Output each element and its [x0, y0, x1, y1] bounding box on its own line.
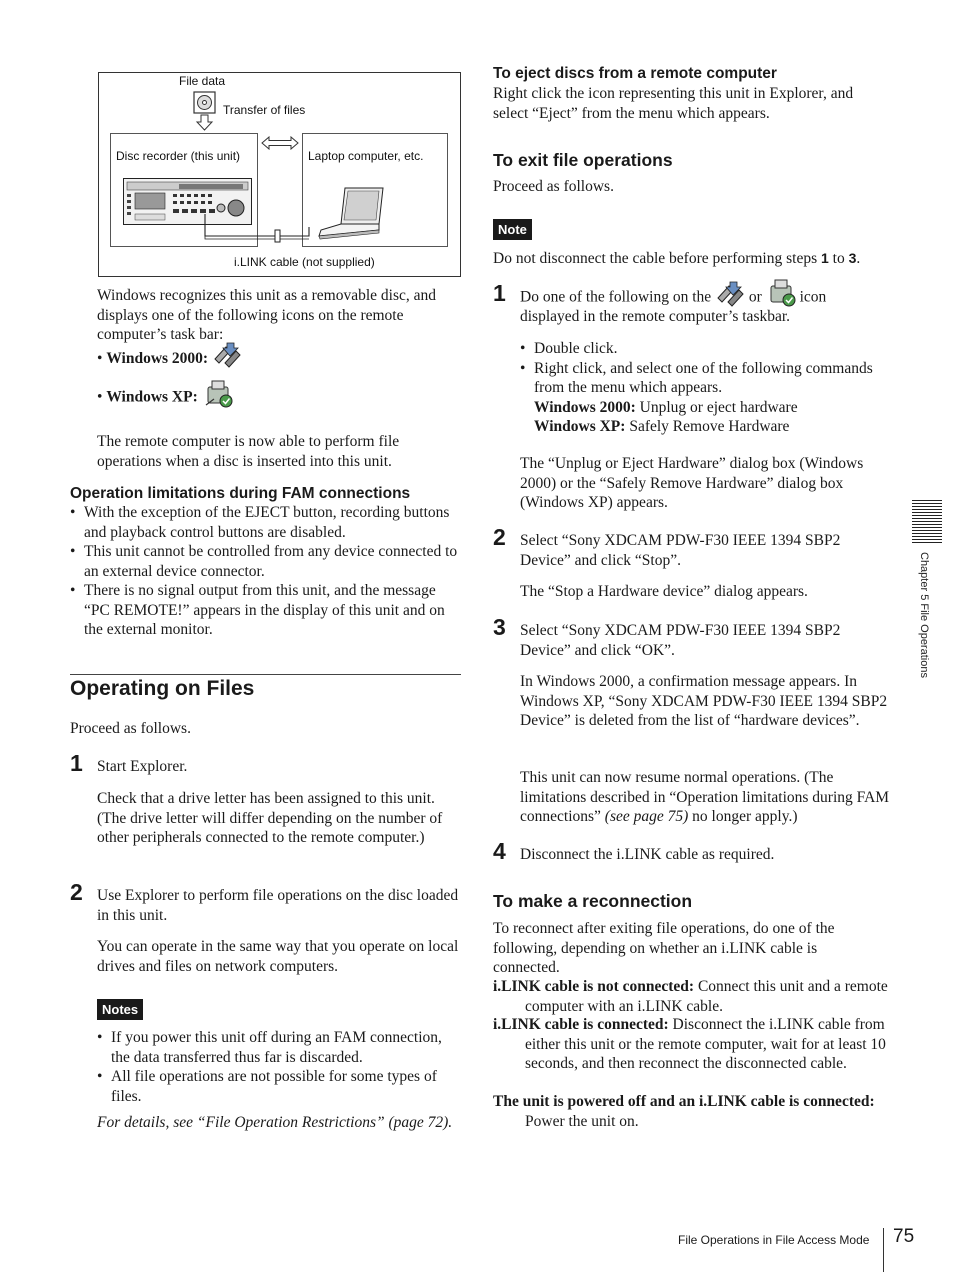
exit-step-2-text: Select “Sony XDCAM PDW-F30 IEEE 1394 SBP2 Device” and click “Stop”.	[520, 532, 841, 569]
list-item: • Right click, and select one of the following commands from the menu which appears. Windows 2000: Unplug or eject hardware Windows XP: Safely Remove Hardware	[520, 359, 890, 437]
reconnect-heading: To make a reconnection	[493, 891, 693, 911]
reconnect-case-2: i.LINK cable is connected: Disconnect the i.LINK cable from either this unit or the remote computer, wait for at least 10 seconds, and then reconnect the disconnected cable.	[493, 1016, 886, 1072]
exit-step-1-result: The “Unplug or Eject Hardware” dialog box (Windows 2000) or the “Safely Remove Hardware” dialog box (Windows XP) appears.	[520, 455, 864, 511]
laptop-label: Laptop computer, etc.	[308, 149, 424, 163]
exit-heading: To exit file operations	[493, 150, 673, 170]
list-item: • This unit cannot be controlled from any device connected to an external device connector.	[70, 542, 462, 581]
laptop-icon	[317, 186, 387, 242]
safely-remove-win2000-icon	[212, 339, 242, 369]
proceed-text: Proceed as follows.	[70, 720, 191, 737]
chapter-tab	[918, 552, 932, 702]
exit-step-3-resume: This unit can now resume normal operations. (The limitations described in “Operation limitations during FAM connections” (see page 75) no longer apply.)	[520, 769, 890, 825]
limitations-heading: Operation limitations during FAM connections	[70, 485, 411, 502]
disc-recorder-label: Disc recorder (this unit)	[116, 149, 241, 163]
list-item: • Double click.	[520, 339, 890, 359]
safely-remove-winxp-icon	[202, 377, 234, 411]
bidirectional-arrow-icon	[261, 136, 299, 150]
step-2-text: Use Explorer to perform file operations on the disc loaded in this unit.	[97, 887, 459, 924]
notes-badge: Notes	[97, 999, 143, 1020]
limitations-list	[70, 503, 462, 640]
intro-paragraph: Windows recognizes this unit as a removable disc, and displays one of the following icons on the remote computer’s task bar:	[97, 287, 436, 343]
chapter-tab-label: Chapter 5 File Operations	[918, 552, 930, 678]
exit-step-3-number: 3	[493, 614, 506, 640]
exit-step-1-text-line2: displayed in the remote computer’s taskbar.	[520, 308, 791, 325]
step-1-detail: Check that a drive letter has been assigned to this unit. (The drive letter will differ depending on the number of other peripherals connected to the remote computer.)	[97, 790, 443, 846]
exit-proceed: Proceed as follows.	[493, 178, 614, 195]
section-title: Operating on Files	[70, 677, 255, 700]
exit-step-2-result: The “Stop a Hardware device” dialog appears.	[520, 583, 808, 600]
list-item: • All file operations are not possible for some types of files.	[97, 1067, 463, 1106]
exit-step-3-result: In Windows 2000, a confirmation message appears. In Windows XP, “Sony XDCAM PDW-F30 IEEE 1394 SBP2 Device” is deleted from the list of “hardware devices”.	[520, 673, 888, 729]
list-item: • If you power this unit off during an FAM connection, the data transferred thus far is discarded.	[97, 1028, 463, 1067]
exit-step-4-number: 4	[493, 838, 506, 864]
note-badge: Note	[493, 219, 532, 240]
reconnect-case-1: i.LINK cable is not connected: Connect this unit and a remote computer with an i.LINK cable.	[493, 978, 888, 1015]
eject-text: Right click the icon representing this unit in Explorer, and select “Eject” from the menu which appears.	[493, 85, 854, 122]
reconnect-intro: To reconnect after exiting file operations, do one of the following, depending on whether an i.LINK cable is connected.	[493, 920, 835, 976]
safely-remove-winxp-icon	[766, 277, 796, 309]
exit-step-3-text: Select “Sony XDCAM PDW-F30 IEEE 1394 SBP2 Device” and click “OK”.	[520, 622, 841, 659]
chapter-tab-stripes	[912, 500, 942, 544]
safely-remove-win2000-icon	[715, 279, 745, 307]
step-2-number: 2	[70, 879, 83, 905]
footer-section-name: File Operations in File Access Mode	[678, 1233, 870, 1247]
notes-list	[97, 1028, 463, 1106]
note-text: Do not disconnect the cable before performing steps 1 to 3.	[493, 250, 861, 267]
section-rule	[70, 674, 461, 675]
cable-label: i.LINK cable (not supplied)	[234, 255, 375, 269]
connection-diagram	[98, 72, 461, 277]
eject-heading: To eject discs from a remote computer	[493, 65, 777, 82]
winxp-label: Windows XP:	[106, 388, 198, 406]
win2000-label: Windows 2000:	[106, 350, 209, 367]
disc-data-icon	[193, 91, 217, 133]
win2000-item: • Windows 2000:	[97, 349, 463, 369]
exit-step-1-number: 1	[493, 280, 506, 306]
laptop-box	[302, 133, 448, 247]
step-1-text: Start Explorer.	[97, 758, 188, 775]
remote-able-paragraph: The remote computer is now able to perform file operations when a disc is inserted into this unit.	[97, 433, 400, 470]
page-number: 75	[893, 1226, 915, 1247]
list-item: • With the exception of the EJECT button, recording buttons and playback control buttons are disabled.	[70, 503, 462, 542]
list-item: • There is no signal output from this unit, and the message “PC REMOTE!” appears in the display of this unit and on the external monitor.	[70, 581, 462, 640]
file-data-label: File data	[179, 74, 226, 88]
exit-step-1-text: Do one of the following on the or icon	[520, 287, 890, 309]
exit-step-2-number: 2	[493, 524, 506, 550]
reconnect-case-3: The unit is powered off and an i.LINK cable is connected: Power the unit on.	[493, 1093, 875, 1130]
transfer-label: Transfer of files	[223, 103, 306, 117]
step-1-number: 1	[70, 750, 83, 776]
exit-step-1-options	[520, 339, 890, 437]
ilink-cable-icon	[199, 213, 319, 257]
step-2-detail: You can operate in the same way that you operate on local drives and files on network computers.	[97, 938, 459, 975]
winxp-item: • Windows XP:	[97, 385, 463, 411]
details-reference: For details, see “File Operation Restrictions” (page 72).	[97, 1114, 453, 1131]
exit-step-4-text: Disconnect the i.LINK cable as required.	[520, 846, 775, 863]
footer-divider	[883, 1228, 884, 1272]
